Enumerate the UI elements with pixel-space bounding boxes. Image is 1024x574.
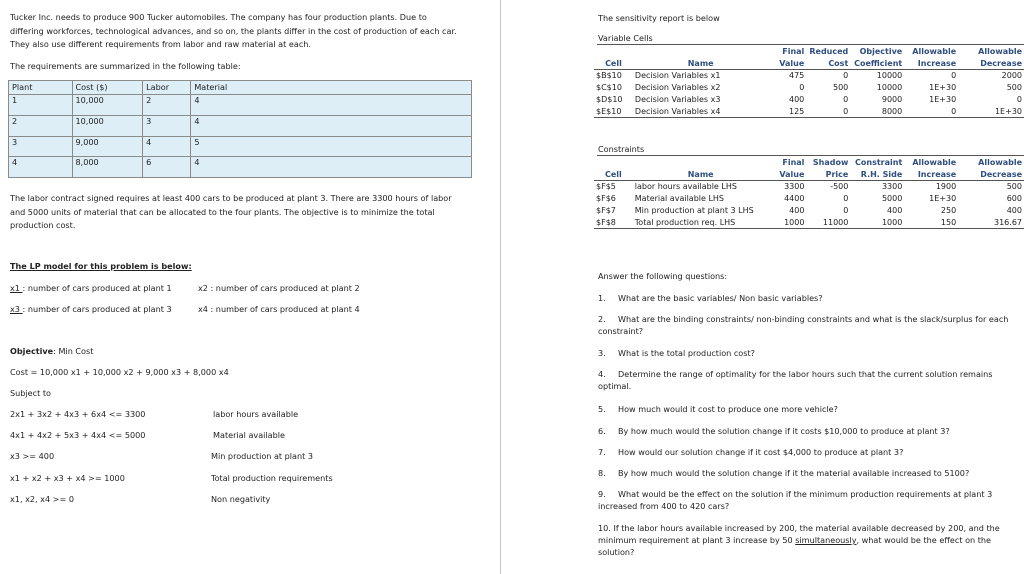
con-cell: $F$5: [596, 182, 616, 192]
vh-bot-6: Decrease: [958, 58, 1024, 70]
var-header-bottom: [594, 58, 1024, 70]
var-name: Decision Variables x1: [634, 71, 721, 81]
question-text: How would our solution change if it cost $4,000 to produce at plant 3?: [618, 447, 904, 457]
var-cell: $D$10: [596, 94, 623, 104]
vh-top-1: [633, 46, 768, 58]
con-shadow: 0: [843, 194, 849, 204]
table-row: [594, 94, 1024, 106]
var-name: Decision Variables x4: [633, 106, 768, 118]
var-name: Decision Variables x2: [634, 83, 721, 93]
ch-top-2: Final: [782, 158, 805, 167]
constraint-total-eq: x1 + x2 + x3 + x4 >= 1000: [10, 473, 125, 483]
con-decrease: 500: [1006, 182, 1022, 192]
con-increase: 250: [940, 205, 957, 215]
vh-top-4: Objective: [859, 47, 903, 56]
table-row: [594, 106, 1024, 118]
question-text: What would be the effect on the solution if the minimum production requirements at plant 3 increased from 400 to 420 cars?: [598, 489, 993, 511]
ch-top-0: [594, 157, 633, 169]
question-text: How much would it cost to produce one more vehicle?: [618, 404, 838, 414]
var-increase: 0: [951, 71, 957, 81]
table-row: [594, 82, 1024, 94]
con-decrease: 316.67: [958, 217, 1024, 229]
question-4: [598, 368, 1023, 392]
question-text-underlined: simultaneously: [795, 535, 857, 545]
header-labor: Labor: [143, 81, 191, 95]
ch-top-1: [633, 157, 769, 169]
objective-label: Objective: [10, 346, 54, 356]
con-name: Material available LHS: [634, 194, 725, 204]
var-reduced: 0: [806, 106, 850, 118]
vh-bot-2: Value: [768, 58, 806, 70]
question-text: By how much would the solution change if it the material available increased to 5100?: [618, 468, 970, 478]
con-rhs: 5000: [881, 194, 903, 204]
ch-bot-4: R.H. Side: [850, 169, 904, 181]
constraint-plant3-eq: x3 >= 400: [10, 451, 55, 461]
question-8: [598, 467, 1023, 479]
cell-cost: 10,000: [72, 115, 143, 136]
con-increase: 1900: [935, 182, 957, 192]
table-row: [594, 217, 1024, 229]
con-cell: $F$8: [594, 217, 633, 229]
ch-top-4: Constraint: [855, 158, 903, 167]
con-cell: $F$7: [596, 205, 616, 215]
con-increase: 1E+30: [929, 194, 957, 204]
cell-plant: 2: [9, 115, 73, 136]
constraint-material-eq: 4x1 + 4x2 + 5x3 + 4x4 <= 5000: [10, 430, 146, 440]
var-increase: 1E+30: [929, 94, 957, 104]
con-shadow: 11000: [806, 217, 850, 229]
question-text: What is the total production cost?: [618, 348, 755, 358]
var-increase: 1E+30: [929, 83, 957, 93]
cell-material: 4: [191, 115, 472, 136]
question-number: 4.: [598, 369, 606, 379]
header-plant: Plant: [9, 81, 73, 95]
constraint-nonneg-eq: x1, x2, x4 >= 0: [10, 494, 74, 504]
con-header-top: [594, 157, 1024, 169]
con-shadow: 0: [843, 205, 849, 215]
table-row: [594, 70, 1024, 82]
cell-labor: 4: [143, 136, 191, 157]
question-text-end: , what would be the effect on the solution?: [598, 535, 992, 557]
var-reduced: 0: [843, 71, 849, 81]
var-objective: 9000: [881, 94, 903, 104]
var-final: 475: [789, 71, 805, 81]
con-final: 1000: [769, 217, 807, 229]
cell-material: 4: [191, 95, 472, 116]
requirements-line: The requirements are summarized in the following table:: [10, 61, 241, 71]
var-decrease: 0: [1016, 94, 1022, 104]
var-final: 0: [799, 83, 805, 93]
con-final: 3300: [784, 182, 805, 192]
cell-cost: 9,000: [72, 136, 143, 157]
vh-top-6: Allowable: [978, 47, 1022, 56]
question-6: [598, 425, 1023, 437]
con-name: Total production req. LHS: [633, 217, 769, 229]
con-increase: 150: [904, 217, 958, 229]
constraint-labor-eq: 2x1 + 3x2 + 4x3 + 6x4 <= 3300: [10, 409, 146, 419]
question-number: 3.: [598, 348, 606, 358]
constraint-nonneg-label: Non negativity: [211, 494, 271, 504]
ch-bot-5: Increase: [904, 169, 958, 181]
vh-bot-1: Name: [633, 58, 768, 70]
vh-bot-4: Coefficient: [850, 58, 904, 70]
variable-cells-title: Variable Cells: [598, 33, 653, 43]
var-decrease: 1E+30: [958, 106, 1024, 118]
constraint-total-label: Total production requirements: [211, 473, 333, 483]
ch-top-6: Allowable: [978, 158, 1022, 167]
con-rhs: 3300: [881, 182, 903, 192]
question-text: By how much would the solution change if it costs $10,000 to produce at plant 3?: [618, 426, 950, 436]
question-number: 9.: [598, 489, 606, 499]
question-number: 1.: [598, 293, 606, 303]
question-3: [598, 347, 1023, 359]
cell-labor: 3: [143, 115, 191, 136]
header-cost: Cost ($): [72, 81, 143, 95]
var-decrease: 500: [1006, 83, 1022, 93]
objective-line: [10, 346, 93, 356]
ch-bot-1: Name: [633, 169, 769, 181]
variable-cells-table: [594, 46, 1024, 118]
table-header-row: [9, 81, 472, 95]
var-name: Decision Variables x3: [634, 94, 721, 104]
var-x1-label: x1: [10, 283, 23, 293]
con-cell: $F$6: [596, 194, 616, 204]
table-row: [9, 95, 472, 116]
var-x3-line: [10, 304, 172, 314]
con-rhs: 400: [887, 205, 903, 215]
question-2: [598, 313, 1023, 337]
con-name: labor hours available LHS: [634, 182, 737, 192]
var-x3-label: x3: [10, 304, 23, 314]
question-number: 5.: [598, 404, 606, 414]
constraint-plant3-label: Min production at plant 3: [211, 451, 314, 461]
cell-plant: 1: [9, 95, 73, 116]
var-final: 400: [789, 94, 805, 104]
cell-labor: 2: [143, 95, 191, 116]
var-x1-line: [10, 283, 172, 293]
con-shadow: -500: [830, 182, 849, 192]
plant-requirements-table: [8, 80, 472, 178]
question-5: [598, 403, 1023, 415]
vh-top-3: Reduced: [809, 47, 849, 56]
question-text-start: If the labor hours available increased by 200, the material available decreased by 200, and the minimum requirement at plant 3 increase by 50: [598, 523, 1000, 545]
con-final: 400: [789, 205, 805, 215]
cost-equation: Cost = 10,000 x1 + 10,000 x2 + 9,000 x3 + 8,000 x4: [10, 367, 229, 377]
objective-value: : Min Cost: [53, 346, 94, 356]
var-decrease: 2000: [1001, 71, 1022, 81]
table-row: [594, 193, 1024, 205]
var-objective: 10000: [876, 71, 903, 81]
cell-cost: 8,000: [72, 157, 143, 178]
table-row: [9, 115, 472, 136]
question-9: [598, 488, 1023, 512]
constraints-rule: [597, 155, 1024, 156]
var-objective: 8000: [850, 106, 904, 118]
var-header-top: [594, 46, 1024, 58]
con-final: 4400: [784, 194, 805, 204]
cell-cost: 10,000: [72, 95, 143, 116]
con-decrease: 600: [1006, 194, 1022, 204]
var-x1-text: : number of cars produced at plant 1: [22, 283, 172, 293]
question-number: 2.: [598, 314, 606, 324]
constraints-table: [594, 157, 1024, 229]
cell-labor: 6: [143, 157, 191, 178]
con-decrease: 400: [1006, 205, 1022, 215]
var-reduced: 0: [843, 94, 849, 104]
variable-cells-rule: [597, 44, 1024, 45]
subject-to: Subject to: [10, 388, 51, 398]
vh-bot-5: Increase: [904, 58, 958, 70]
table-row: [594, 205, 1024, 217]
ch-bot-6: Decrease: [958, 169, 1024, 181]
var-objective: 10000: [876, 83, 903, 93]
vh-bot-0: Cell: [594, 58, 633, 70]
question-number: 10.: [598, 523, 611, 533]
con-header-bottom: [594, 169, 1024, 181]
question-text: What are the basic variables/ Non basic variables?: [618, 293, 823, 303]
header-material: Material: [191, 81, 472, 95]
constraint-labor-label: labor hours available: [213, 409, 299, 419]
vh-bot-3: Cost: [806, 58, 850, 70]
cell-material: 5: [191, 136, 472, 157]
var-reduced: 500: [832, 83, 849, 93]
cell-plant: 3: [9, 136, 73, 157]
con-name: Min production at plant 3 LHS: [634, 205, 754, 215]
question-number: 8.: [598, 468, 606, 478]
question-number: 6.: [598, 426, 606, 436]
con-rhs: 1000: [850, 217, 904, 229]
var-cell: $B$10: [596, 71, 622, 81]
var-x2-line: x2 : number of cars produced at plant 2: [198, 283, 360, 293]
constraint-material-label: Material available: [213, 430, 285, 440]
ch-bot-0: Cell: [594, 169, 633, 181]
var-increase: 0: [904, 106, 958, 118]
question-number: 7.: [598, 447, 606, 457]
ch-top-3: Shadow: [812, 158, 849, 167]
vh-top-5: Allowable: [912, 47, 957, 56]
lp-model-title: The LP model for this problem is below:: [10, 261, 192, 271]
table-row: [9, 157, 472, 178]
table-row: [9, 136, 472, 157]
var-x4-line: x4 : number of cars produced at plant 4: [198, 304, 360, 314]
sensitivity-intro: The sensitivity report is below: [598, 13, 720, 23]
question-text: Determine the range of optimality for the labor hours such that the current solution remains optimal.: [598, 369, 993, 391]
question-7: [598, 446, 1023, 458]
vh-top-0: [594, 46, 633, 58]
table-row: [594, 181, 1024, 193]
problem-intro: Tucker Inc. needs to produce 900 Tucker automobiles. The company has four production plants. Due to differing workforces, technological advances, and so on, the plants differ in the cost of production of each car. They also use different requirements from labor and raw material at each.: [10, 12, 457, 49]
vh-top-2: Final: [782, 47, 805, 56]
question-1: [598, 292, 1023, 304]
cell-material: 4: [191, 157, 472, 178]
constraints-title: Constraints: [598, 144, 645, 154]
question-text: What are the binding constraints/ non-binding constraints and what is the slack/surplus for each constraint?: [598, 314, 1009, 336]
cell-plant: 4: [9, 157, 73, 178]
answer-intro: Answer the following questions:: [598, 271, 728, 281]
var-final: 125: [768, 106, 806, 118]
ch-bot-3: Price: [806, 169, 850, 181]
var-x3-text: : number of cars produced at plant 3: [22, 304, 172, 314]
ch-bot-2: Value: [769, 169, 807, 181]
labor-contract-text: The labor contract signed requires at least 400 cars to be produced at plant 3. There are 3300 hours of labor and 5000 units of material that can be allocated to the four plants. The objective is to minimize the total production cost.: [10, 193, 452, 230]
ch-top-5: Allowable: [912, 158, 957, 167]
var-cell: $C$10: [596, 83, 622, 93]
question-10: [598, 522, 1023, 558]
var-cell: $E$10: [594, 106, 633, 118]
